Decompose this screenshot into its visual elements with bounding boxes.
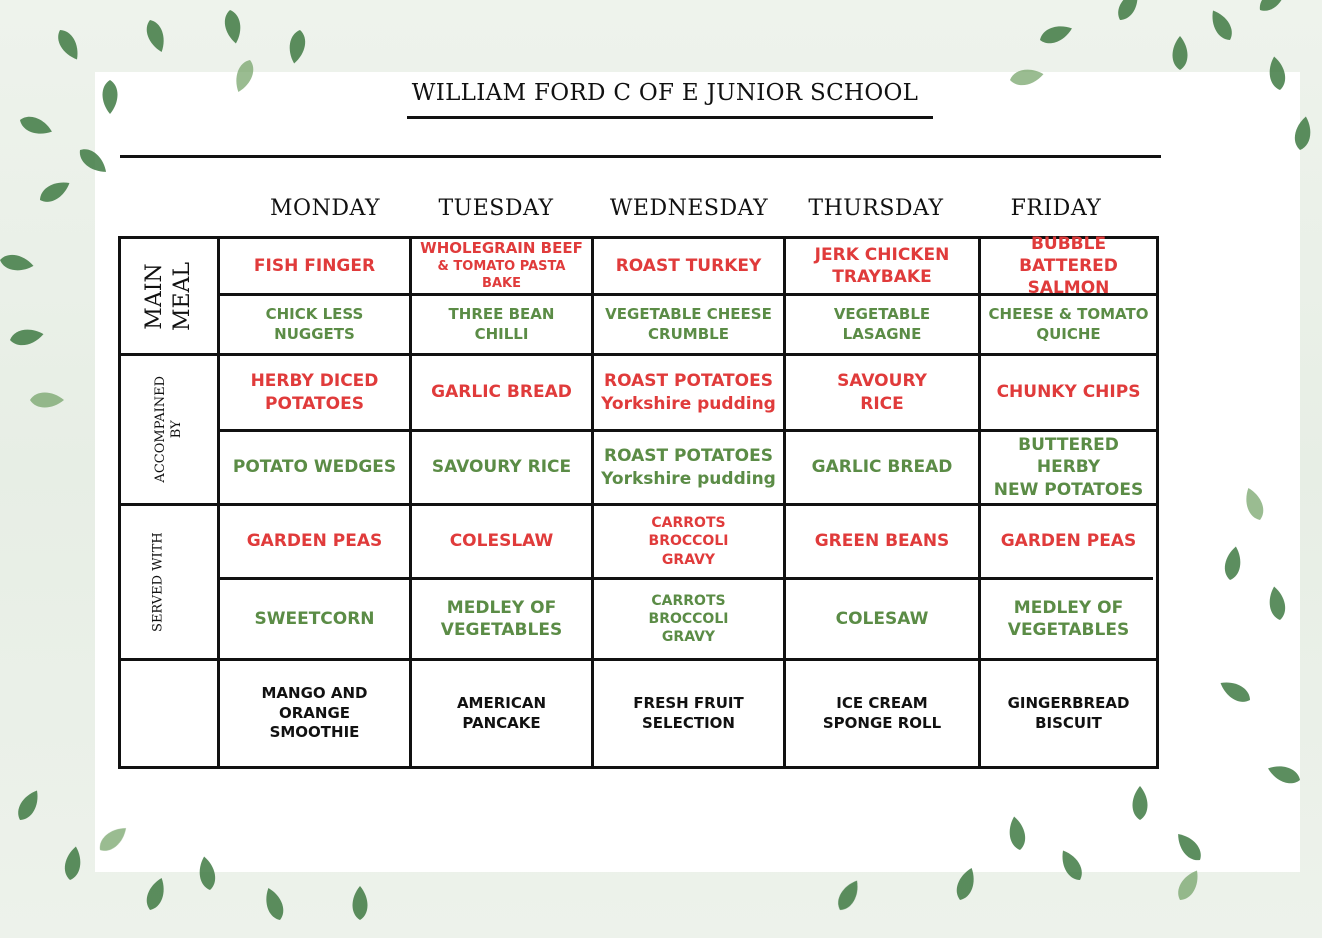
menu-item-text: CARROTS [651, 592, 726, 609]
day-header-thursday: THURSDAY [808, 196, 944, 221]
menu-cell-side-2-friday [981, 580, 1156, 658]
menu-item-text: POTATOES [265, 393, 364, 414]
category-dessert [121, 661, 217, 766]
menu-cell-main-2-monday [220, 296, 409, 353]
menu-item-text: MANGO AND ORANGE [261, 684, 368, 722]
menu-item-text: FRESH FRUIT [633, 694, 744, 712]
menu-item-text: VEGETABLE CHEESE [605, 305, 772, 323]
menu-item-text: GRAVY [661, 629, 716, 646]
category-main-meal-line2: MEAL [170, 261, 195, 331]
menu-item-text: GREEN BEANS [814, 531, 950, 552]
menu-item-text: WHOLEGRAIN BEEF [420, 239, 583, 258]
school-title: WILLIAM FORD C OF E JUNIOR SCHOOL [411, 80, 919, 106]
menu-item-text: MEDLEY OF [446, 597, 557, 618]
menu-cell-acc-1-wednesday [594, 356, 783, 429]
menu-cell-main-2-friday [981, 296, 1156, 353]
menu-item-text: ROAST TURKEY [615, 255, 762, 276]
menu-cell-main-2-thursday [786, 296, 978, 353]
category-served-with [121, 506, 197, 658]
menu-cell-main-2-wednesday [594, 296, 783, 353]
menu-cell-main-1-tuesday [412, 239, 591, 293]
menu-item-text: BROCCOLI [648, 610, 729, 627]
menu-cell-acc-1-monday [220, 356, 409, 429]
menu-cell-main-1-wednesday [594, 239, 783, 293]
menu-cell-side-1-friday [981, 506, 1156, 577]
menu-cell-acc-2-monday [220, 432, 409, 503]
menu-item-text: BROCCOLI [648, 533, 729, 550]
menu-item-text: BUBBLE BATTERED [1019, 233, 1118, 276]
menu-cell-main-1-friday [981, 233, 1156, 299]
menu-item-text: HERBY DICED [250, 371, 379, 392]
menu-cell-dessert-monday [220, 661, 409, 766]
menu-item-text: SWEETCORN [254, 608, 375, 629]
menu-cell-acc-2-friday [981, 432, 1156, 503]
menu-item-text: GARLIC BREAD [811, 457, 953, 478]
menu-cell-dessert-tuesday [412, 661, 591, 766]
menu-item-text: CARROTS [651, 515, 726, 532]
day-header-tuesday: TUESDAY [438, 196, 554, 221]
menu-item-text: & TOMATO PASTA BAKE [437, 258, 566, 291]
menu-cell-side-2-thursday [786, 580, 978, 658]
menu-cell-main-2-tuesday [412, 296, 591, 353]
menu-item-text: VEGETABLES [1007, 620, 1130, 640]
menu-cell-side-1-tuesday [412, 506, 591, 577]
menu-item-text: POTATO WEDGES [232, 457, 397, 478]
menu-item-text: Yorkshire pudding [601, 468, 776, 489]
menu-item-text: ICE CREAM [836, 694, 928, 712]
menu-item-text: GARDEN PEAS [246, 531, 383, 552]
menu-item-text: QUICHE [1036, 324, 1101, 343]
menu-cell-side-2-monday [220, 580, 409, 658]
menu-item-text: SPONGE ROLL [822, 713, 942, 732]
menu-item-text: SAVOURY RICE [431, 457, 572, 478]
menu-item-text: COLESLAW [449, 531, 554, 552]
menu-cell-acc-2-wednesday [594, 432, 783, 503]
menu-cell-acc-1-tuesday [412, 356, 591, 429]
menu-cell-acc-2-thursday [786, 432, 978, 503]
menu-item-text: CHUNKY CHIPS [996, 382, 1141, 403]
menu-cell-main-1-monday [220, 239, 409, 293]
menu-cell-side-2-tuesday [412, 580, 591, 658]
menu-cell-main-1-thursday [786, 239, 978, 293]
menu-item-text: MEDLEY OF [1013, 597, 1124, 618]
menu-item-text: AMERICAN PANCAKE [456, 694, 547, 732]
menu-cell-dessert-wednesday [594, 661, 783, 766]
menu-item-text: THREE BEAN [448, 305, 555, 323]
menu-item-text: ROAST POTATOES [604, 446, 773, 467]
menu-item-text: ROAST POTATOES [604, 371, 773, 392]
title-underline [407, 116, 933, 119]
day-header-wednesday: WEDNESDAY [609, 196, 769, 221]
menu-cell-acc-1-friday [981, 356, 1156, 429]
menu-item-text: RICE [860, 393, 904, 414]
menu-cell-side-1-thursday [786, 506, 978, 577]
menu-item-text: Yorkshire pudding [601, 393, 776, 414]
menu-item-text: GARLIC BREAD [431, 382, 572, 403]
menu-item-text: BISCUIT [1035, 713, 1102, 732]
category-main-meal-line1: MAIN [142, 262, 168, 330]
menu-item-text: NUGGETS [274, 324, 355, 343]
menu-item-text: GRAVY [661, 551, 716, 568]
menu-item-text: BUTTERED HERBY [1018, 435, 1119, 478]
menu-item-text: CHICK LESS [265, 305, 364, 323]
menu-item-text: NEW POTATOES [993, 479, 1144, 500]
menu-item-text: CHEESE & TOMATO [988, 305, 1149, 323]
day-header-monday: MONDAY [270, 196, 380, 221]
menu-cell-dessert-thursday [786, 661, 978, 766]
menu-item-text: TRAYBAKE [832, 267, 932, 287]
menu-item-text: CHILLI [474, 324, 529, 343]
menu-item-text: VEGETABLE [833, 305, 931, 323]
menu-item-text: CRUMBLE [648, 324, 729, 343]
category-accompanied-line2: BY [169, 420, 184, 439]
menu-item-text: VEGETABLES [440, 620, 563, 640]
category-accompanied-by [121, 356, 217, 503]
menu-item-text: GINGERBREAD [1007, 694, 1130, 712]
menu-item-text: SELECTION [642, 713, 735, 732]
menu-item-text: SMOOTHIE [269, 723, 360, 742]
menu-cell-acc-1-thursday [786, 356, 978, 429]
menu-cell-acc-2-tuesday [412, 432, 591, 503]
menu-item-text: FISH FINGER [253, 255, 376, 276]
menu-item-text: LASAGNE [842, 324, 922, 343]
menu-cell-dessert-friday [981, 661, 1156, 766]
category-served-with-label: SERVED WITH [150, 532, 166, 632]
menu-item-text: COLESAW [835, 608, 929, 629]
menu-item-text: GARDEN PEAS [1000, 531, 1137, 552]
menu-cell-side-1-monday [220, 506, 409, 577]
day-header-friday: FRIDAY [1010, 196, 1102, 221]
category-accompanied-line1: ACCOMPAINED [152, 376, 168, 483]
menu-item-text: SAVOURY [837, 371, 927, 392]
category-main-meal [121, 239, 217, 353]
header-rule [120, 155, 1161, 158]
menu-cell-side-1-wednesday [594, 506, 783, 577]
menu-item-text: SALMON [1027, 278, 1110, 299]
menu-cell-side-2-wednesday [594, 580, 783, 658]
menu-item-text: JERK CHICKEN [814, 244, 950, 265]
